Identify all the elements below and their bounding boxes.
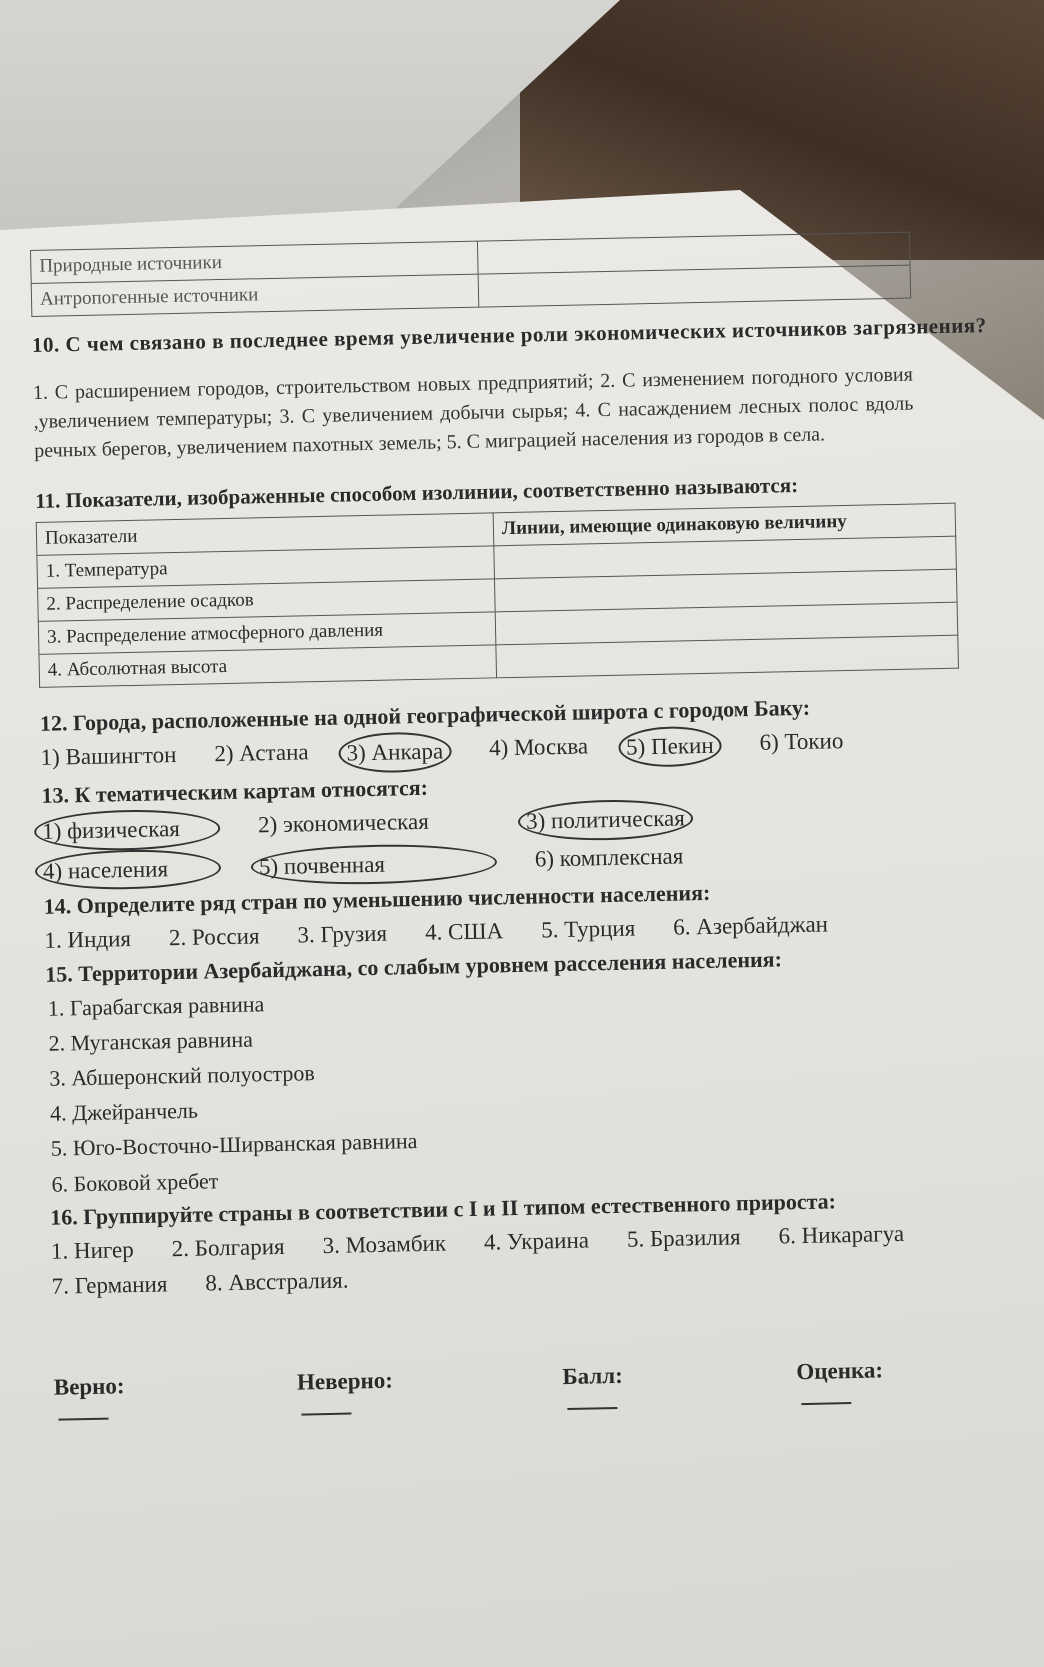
list-item[interactable]: 5. Юго-Восточно-Ширванская равнина — [50, 1128, 418, 1162]
question-13-title: 13. К тематическим картам относятся: — [41, 774, 429, 808]
incorrect-field[interactable] — [297, 1365, 494, 1421]
option[interactable]: 5. Бразилия — [626, 1223, 741, 1252]
table-cell: Природные источники — [31, 241, 479, 283]
option[interactable]: 2. Россия — [168, 923, 260, 951]
table-header-left: Показатели — [36, 513, 494, 556]
table-cell: 1. Температура — [37, 546, 495, 589]
list-item[interactable]: 3. Абшеронский полуостров — [49, 1060, 316, 1091]
table-header-right: Линии, имеющие одинаковую величину — [493, 504, 956, 547]
option[interactable]: 8. Авсстралия. — [205, 1267, 349, 1296]
option[interactable]: 6) Токио — [759, 728, 844, 756]
question-15-title: 15. Территории Азербайджана, со слабым уровнем расселения населения: — [44, 946, 783, 987]
worksheet-content — [30, 229, 1044, 1427]
question-10-options: 1. С расширением городов, строительством новых предприятий; 2. С изменением погодного условия ,увеличением температуры; 3. С увеличением добычи сырья; 4. С насаждением лесных полос вдоль речных берегов, увеличением пахотных земель; 5. С миграцией населения из городов в села. — [32, 363, 914, 462]
option[interactable]: 3. Мозамбик — [322, 1230, 447, 1258]
option-circled[interactable]: 5) Пекин — [618, 726, 722, 768]
question-11-title: 11. Показатели, изображенные способом изолинии, соответственно называются: — [35, 472, 799, 513]
option[interactable]: 2. Болгария — [171, 1233, 285, 1261]
indicators-table — [36, 503, 959, 688]
option[interactable]: 2) Астана — [214, 739, 309, 767]
question-10-title: 10. С чем связано в последнее время увеличение роли экономических источников загрязнения? — [31, 312, 987, 357]
option[interactable]: 6. Азербайджан — [672, 911, 829, 940]
option[interactable]: 1) Вашингтон — [40, 742, 177, 771]
option[interactable]: 4. Украина — [483, 1227, 590, 1255]
option[interactable]: 3. Грузия — [297, 920, 388, 948]
incorrect-label: Неверно: — [296, 1367, 394, 1395]
option-circled[interactable]: 1) физическая — [34, 808, 221, 852]
correct-label: Верно: — [53, 1373, 125, 1400]
option-circled[interactable]: 4) населения — [35, 848, 222, 892]
table-cell: 4. Абсолютная высота — [39, 645, 497, 688]
option[interactable]: 4. США — [424, 918, 504, 945]
option[interactable]: 1. Индия — [44, 926, 132, 953]
option[interactable]: 5. Турция — [540, 915, 636, 943]
option[interactable]: 4) Москва — [488, 733, 589, 761]
list-item[interactable]: 2. Муганская равнина — [48, 1026, 254, 1056]
option[interactable]: 1. Нигер — [50, 1236, 134, 1264]
question-16-title: 16. Группируйте страны в соответствии с I и II типом естественного прироста: — [49, 1188, 837, 1230]
option[interactable]: 2) экономическая — [257, 808, 430, 838]
option[interactable]: 6. Никарагуа — [778, 1220, 905, 1249]
list-item[interactable]: 4. Джейранчель — [49, 1097, 199, 1126]
table-cell: Антропогенные источники — [31, 274, 479, 316]
grade-label: Оценка: — [796, 1357, 884, 1385]
option[interactable]: 7. Германия — [51, 1271, 168, 1299]
question-15-list — [46, 969, 1044, 1201]
option-circled[interactable]: 5) почвенная — [251, 842, 498, 887]
score-field[interactable] — [562, 1361, 727, 1416]
question-14-title: 14. Определите ряд стран по уменьшению численности населения: — [43, 880, 711, 919]
option-circled[interactable]: 3) Анкара — [338, 732, 451, 774]
correct-field[interactable] — [54, 1371, 228, 1427]
grade-field[interactable] — [796, 1355, 984, 1411]
table-cell: 2. Распределение осадков — [38, 579, 496, 622]
score-label: Балл: — [562, 1362, 624, 1389]
list-item[interactable]: 1. Гарабагская равнина — [47, 990, 265, 1021]
option-circled[interactable]: 3) политическая — [518, 798, 694, 841]
table-cell: 3. Распределение атмосферного давления — [38, 612, 496, 655]
list-item[interactable]: 6. Боковой хребет — [51, 1167, 219, 1197]
question-12-title: 12. Города, расположенные на одной географической широта с городом Баку: — [39, 695, 811, 737]
option[interactable]: 6) комплексная — [534, 842, 684, 872]
